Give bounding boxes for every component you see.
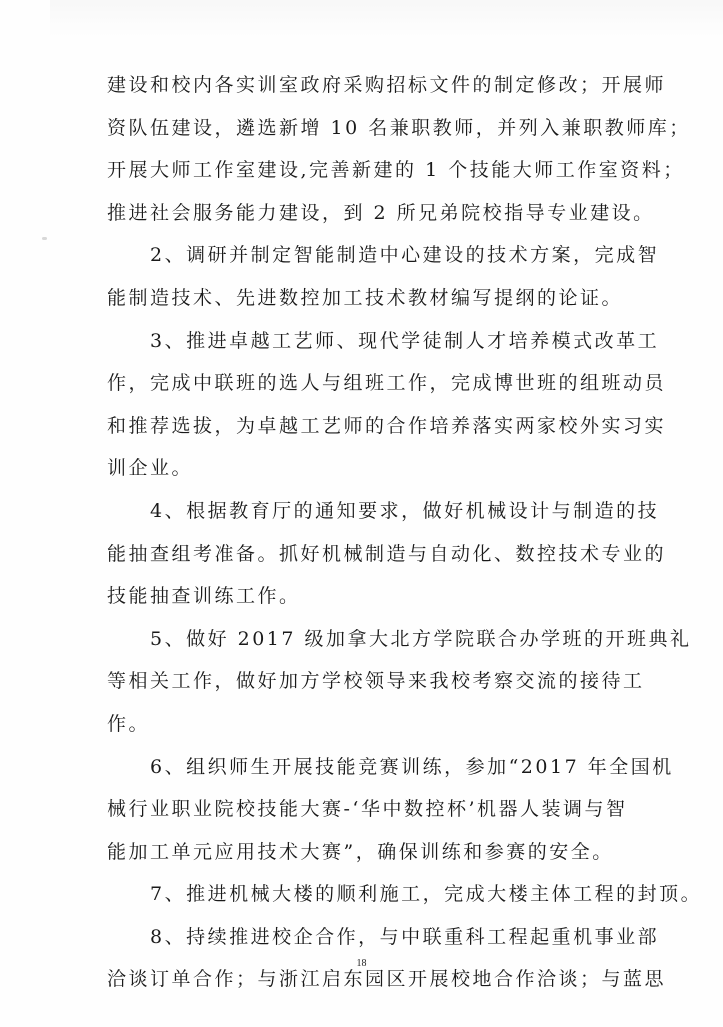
paragraph-2-start: 2、调研并制定智能制造中心建设的技术方案，完成智 (150, 244, 660, 267)
text-line: 作，完成中联班的选人与组班工作，完成博世班的组班动员 (107, 372, 667, 395)
text-line: 推进社会服务能力建设，到 2 所兄弟院校指导专业建设。 (107, 201, 655, 224)
paragraph-8-start: 8、持续推进校企合作，与中联重科工程起重机事业部 (150, 925, 660, 948)
text-line: 能抽查组考准备。抓好机械制造与自动化、数控技术专业的 (107, 542, 667, 565)
page-number: 18 (356, 958, 367, 969)
text-line: 资队伍建设，遴选新增 10 名兼职教师，并列入兼职教师库； (107, 116, 691, 139)
text-line: 训企业。 (107, 457, 194, 480)
text-line: 建设和校内各实训室政府采购招标文件的制定修改；开展师 (107, 74, 667, 96)
document-body (107, 64, 703, 1001)
text-line: 能制造技术、先进数控加工技术教材编写提纲的论证。 (107, 286, 624, 309)
text-line: 技能抽查训练工作。 (107, 585, 301, 608)
paragraph-5-start: 5、做好 2017 级加拿大北方学院联合办学班的开班典礼 (150, 627, 692, 650)
text-line: 械行业职业院校技能大赛-‘华中数控杯’机器人装调与智 (107, 798, 628, 821)
paragraph-4-start: 4、根据教育厅的通知要求，做好机械设计与制造的技 (150, 499, 660, 522)
text-line: 和推荐选拔，为卓越工艺师的合作培养落实两家校外实习实 (107, 414, 667, 437)
paragraph-3-start: 3、推进卓越工艺师、现代学徒制人才培养模式改革工 (150, 329, 660, 352)
paragraph-7-start: 7、推进机械大楼的顺利施工，完成大楼主体工程的封顶。 (150, 883, 703, 906)
paragraph-6-start: 6、组织师生开展技能竞赛训练，参加“2017 年全国机 (150, 755, 674, 778)
text-line: 开展大师工作室建设,完善新建的 1 个技能大师工作室资料； (107, 159, 685, 182)
text-line: 等相关工作，做好加方学校领导来我校考察交流的接待工 (107, 670, 645, 693)
scan-speck (42, 237, 47, 240)
scan-artifact-top (50, 0, 723, 38)
text-line: 洽谈订单合作；与浙江启东园区开展校地合作洽谈；与蓝思 (107, 968, 667, 991)
text-line: 能加工单元应用技术大赛”，确保训练和参赛的安全。 (107, 840, 614, 863)
text-line: 作。 (107, 712, 151, 735)
